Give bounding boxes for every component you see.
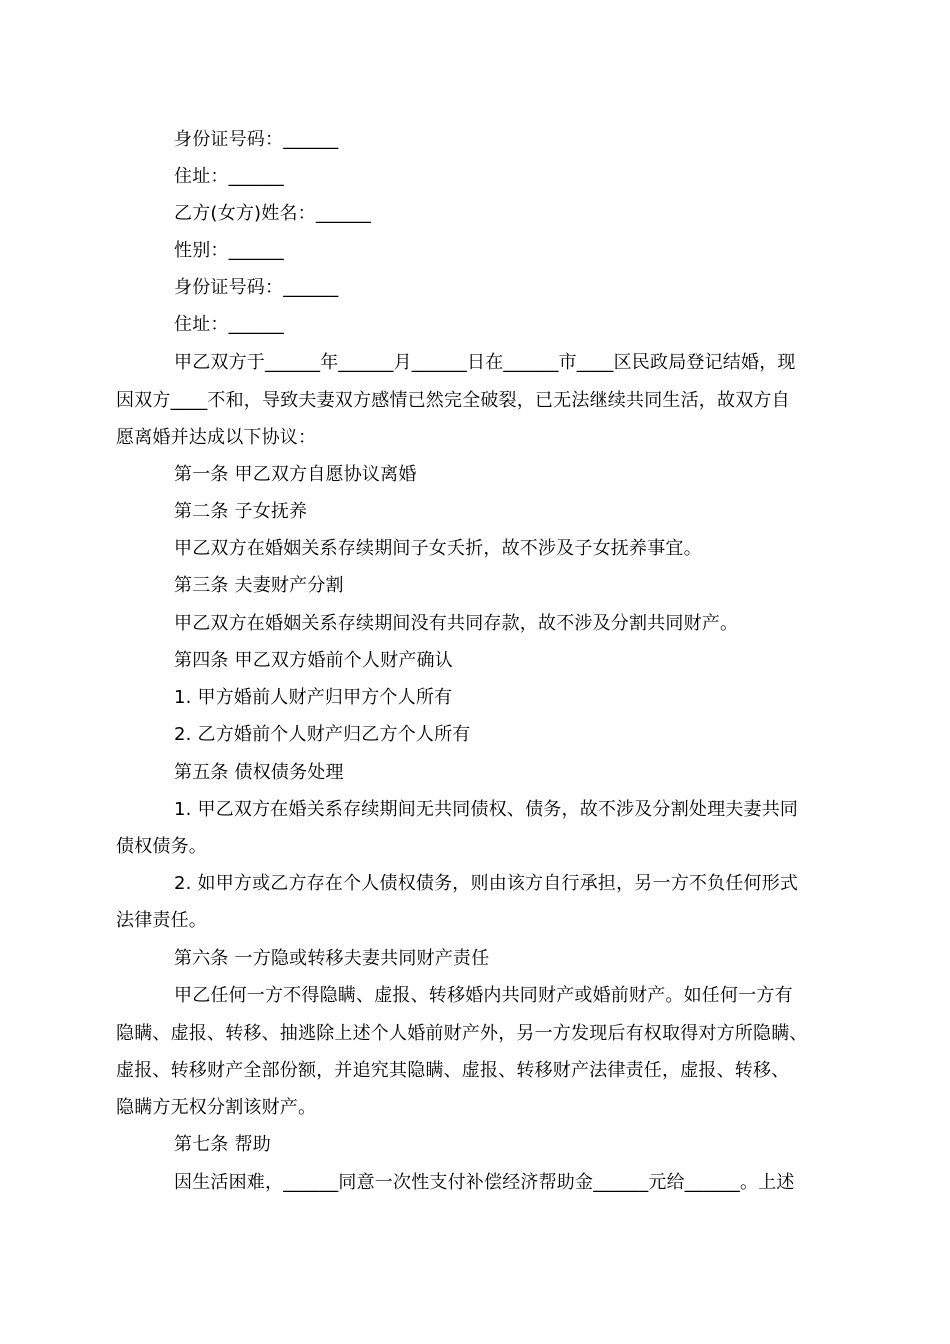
article-2-body: 甲乙双方在婚姻关系存续期间子女夭折，故不涉及子女抚养事宜。 <box>174 538 702 559</box>
article-7-title: 第七条 帮助 <box>174 1134 271 1155</box>
article-4-title: 第四条 甲乙双方婚前个人财产确认 <box>174 650 453 671</box>
article-5-item-1-line: 债权债务。 <box>116 836 207 857</box>
party-b-name-field: 乙方(女方)姓名：______ <box>174 203 372 224</box>
article-6-body-line: 隐瞒、虚报、转移、抽逃除上述个人婚前财产外，另一方发现后有权取得对方所隐瞒、 <box>116 1023 808 1044</box>
article-5-item-2-line: 法律责任。 <box>116 910 207 931</box>
article-5-item-1-line: 1. 甲乙双方在婚关系存续期间无共同债权、债务，故不涉及分割处理夫妻共同 <box>174 799 799 820</box>
article-5-item-2-line: 2. 如甲方或乙方存在个人债权债务，则由该方自行承担，另一方不负任何形式 <box>174 873 799 894</box>
article-6-body-line: 虚报、转移财产全部份额，并追究其隐瞒、虚报、转移财产法律责任，虚报、转移、 <box>116 1060 790 1081</box>
intro-paragraph-line: 因双方____不和，导致夫妻双方感情已然完全破裂，已无法继续共同生活，故双方自 <box>116 390 790 411</box>
intro-paragraph-line: 愿离婚并达成以下协议： <box>116 427 317 448</box>
article-2-title: 第二条 子女抚养 <box>174 501 308 522</box>
party-b-id-field: 身份证号码：______ <box>174 277 339 298</box>
article-4-item-2: 2. 乙方婚前个人财产归乙方个人所有 <box>174 724 471 745</box>
article-6-body-line: 甲乙任何一方不得隐瞒、虚报、转移婚内共同财产或婚前财产。如任何一方有 <box>174 985 793 1006</box>
intro-paragraph-line: 甲乙双方于______年______月______日在______市____区民政局登记结婚，现 <box>174 352 796 373</box>
article-1-title: 第一条 甲乙双方自愿协议离婚 <box>174 464 417 485</box>
party-a-address-field: 住址：______ <box>174 166 284 187</box>
article-5-title: 第五条 债权债务处理 <box>174 762 344 783</box>
party-a-id-field: 身份证号码：______ <box>174 129 339 150</box>
article-3-title: 第三条 夫妻财产分割 <box>174 575 344 596</box>
party-b-gender-field: 性别：______ <box>174 240 284 261</box>
article-6-title: 第六条 一方隐或转移夫妻共同财产责任 <box>174 948 490 969</box>
party-b-address-field: 住址：______ <box>174 314 284 335</box>
article-3-body: 甲乙双方在婚姻关系存续期间没有共同存款，故不涉及分割共同财产。 <box>174 613 739 634</box>
article-6-body-line: 隐瞒方无权分割该财产。 <box>116 1097 317 1118</box>
article-7-body-line: 因生活困难，______同意一次性支付补偿经济帮助金______元给______。上述 <box>174 1172 795 1193</box>
article-4-item-1: 1. 甲方婚前人财产归甲方个人所有 <box>174 687 453 708</box>
